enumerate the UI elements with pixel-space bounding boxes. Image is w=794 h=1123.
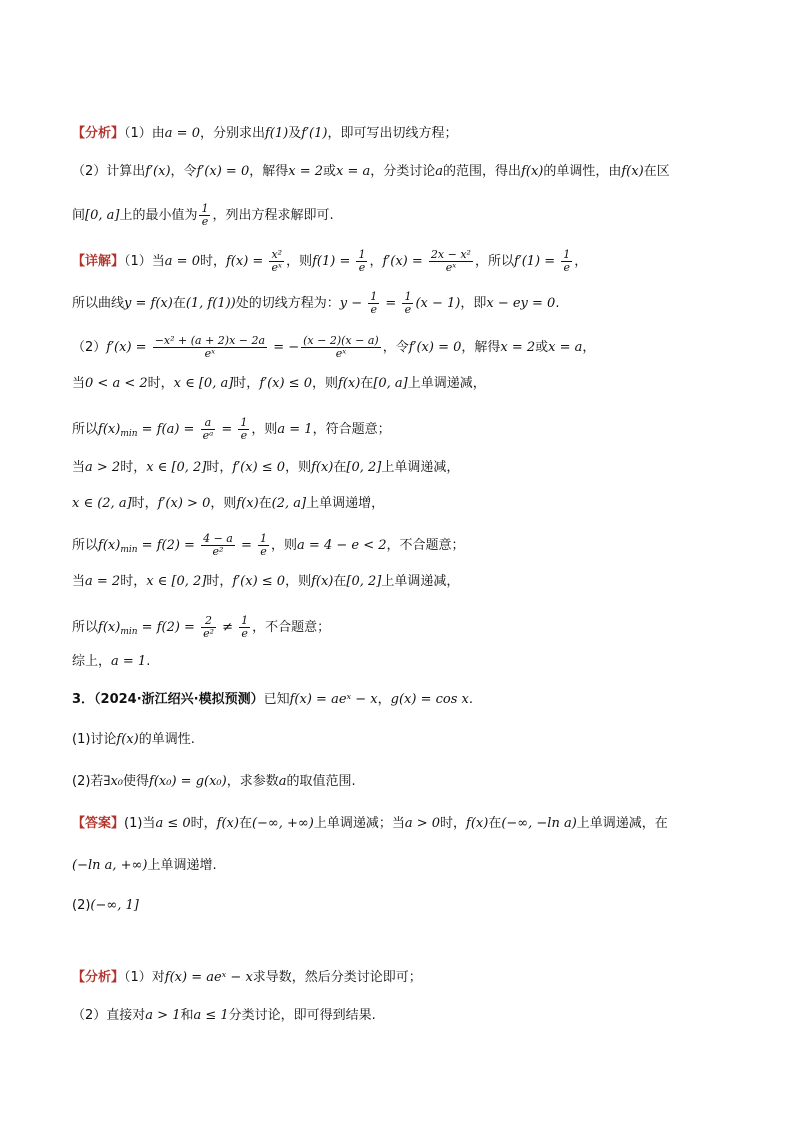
fraction-numerator: 2 xyxy=(201,615,216,628)
math-expression: f(x) xyxy=(98,538,121,553)
text-segment: 在 xyxy=(172,296,186,311)
math-expression: f(x) xyxy=(311,574,334,589)
math-expression: f′(x) ≤ 0 xyxy=(232,574,286,589)
text-line xyxy=(72,417,391,443)
text-segment: 综上， xyxy=(72,654,112,669)
text-line xyxy=(72,691,473,709)
fraction-denominator: eˣ xyxy=(204,347,216,360)
fraction xyxy=(238,417,249,442)
text-segment: (1)讨论 xyxy=(72,732,117,747)
text-segment: . xyxy=(146,654,151,669)
text-segment: 当 xyxy=(72,376,86,391)
math-expression: x ∈ [0, 2] xyxy=(146,574,207,589)
math-expression: a = 4 − e < 2 xyxy=(297,538,387,553)
text-segment: ，符合题意； xyxy=(312,422,391,437)
text-segment: 时， xyxy=(206,460,233,475)
fraction-numerator: 1 xyxy=(260,532,268,545)
math-expression: x ∈ (2, a] xyxy=(72,496,132,511)
text-segment: ，列出方程求解即可. xyxy=(212,208,334,223)
text-segment: 所以 xyxy=(72,620,99,635)
fraction-numerator: 1 xyxy=(201,202,209,215)
subscript: min xyxy=(120,429,138,439)
math-expression: g(x) = cos x xyxy=(390,692,469,707)
text-segment: ，则 xyxy=(251,422,278,437)
math-expression: a = 1 xyxy=(111,654,147,669)
fraction-denominator: eˣ xyxy=(335,347,347,360)
text-segment: (1)当 xyxy=(124,816,156,831)
text-segment: ，不合题意； xyxy=(386,538,465,553)
text-segment: ， xyxy=(369,254,383,269)
fraction-numerator: x² xyxy=(271,248,283,261)
fraction xyxy=(201,533,235,558)
subscript: min xyxy=(120,627,138,637)
math-expression: f(x) = xyxy=(226,254,268,269)
fraction xyxy=(429,249,473,274)
text-line xyxy=(72,249,587,274)
fraction-numerator: 1 xyxy=(563,248,571,261)
text-segment: 时， xyxy=(206,574,233,589)
math-expression: x = a xyxy=(548,340,583,355)
text-segment: 上单调递减；当 xyxy=(313,816,405,831)
text-segment: 在 xyxy=(333,574,347,589)
text-segment: . xyxy=(468,692,473,707)
fraction-numerator: 1 xyxy=(358,248,366,261)
text-line xyxy=(72,163,670,181)
text-line xyxy=(72,857,217,875)
math-expression: f(x) xyxy=(521,164,544,179)
text-segment: 时， xyxy=(440,816,467,831)
text-segment: 分类讨论，即可得到结果. xyxy=(228,1008,376,1023)
fraction xyxy=(402,291,413,316)
text-segment: （2）计算出 xyxy=(72,164,146,179)
math-expression: f(x) xyxy=(236,496,259,511)
text-line xyxy=(72,897,139,915)
math-expression: f′(1) = xyxy=(513,254,560,269)
text-segment: ，则 xyxy=(286,254,313,269)
fraction xyxy=(269,249,284,274)
fraction-numerator: 2x − x² xyxy=(430,248,471,261)
text-segment: 的取值范围. xyxy=(286,774,356,789)
text-segment: （1）当 xyxy=(124,254,165,269)
fraction-denominator: e xyxy=(563,261,571,274)
text-segment: 在 xyxy=(258,496,272,511)
fraction xyxy=(258,533,269,558)
fraction-numerator: 1 xyxy=(240,416,248,429)
text-segment: 在 xyxy=(488,816,502,831)
math-expression: f′(x) ≤ 0 xyxy=(259,376,312,391)
math-expression: x = 2 xyxy=(500,340,536,355)
math-expression: f′(x) = xyxy=(106,340,151,355)
text-line xyxy=(72,335,595,360)
fraction-denominator: eˣ xyxy=(271,261,282,274)
text-segment: 当 xyxy=(72,460,86,475)
text-segment: 或 xyxy=(535,340,549,355)
fraction xyxy=(239,615,250,640)
text-line xyxy=(72,653,150,671)
fraction-denominator: eˣ xyxy=(445,261,457,274)
math-expression: = f(2) = xyxy=(137,538,200,553)
text-segment: 时， xyxy=(233,376,260,391)
math-expression: (−∞, −ln a) xyxy=(501,816,577,831)
text-line xyxy=(72,969,422,987)
fraction-denominator: e xyxy=(358,261,366,274)
math-expression: (−∞, +∞) xyxy=(251,816,314,831)
question-number: 3．（2024·浙江绍兴·模拟预测） xyxy=(72,692,264,707)
math-expression: = − xyxy=(269,340,300,355)
text-segment: . xyxy=(555,296,560,311)
text-segment: (2) xyxy=(72,898,91,913)
text-segment: 和 xyxy=(180,1008,194,1023)
section-label: 【答案】 xyxy=(72,816,125,831)
text-line xyxy=(72,773,356,791)
math-expression: a > 1 xyxy=(145,1008,181,1023)
fraction-denominator: e xyxy=(260,545,267,558)
fraction-numerator: −x² + (a + 2)x − 2a xyxy=(154,334,266,347)
math-expression: ≠ xyxy=(218,620,238,635)
math-expression: [0, 2] xyxy=(346,460,382,475)
fraction-denominator: e xyxy=(404,303,412,316)
math-expression: = f(a) = xyxy=(137,422,199,437)
math-expression: f′(x) > 0 xyxy=(157,496,211,511)
text-segment: （1）由 xyxy=(124,126,165,141)
text-line xyxy=(72,375,486,393)
text-line xyxy=(72,459,459,477)
text-segment: 时， xyxy=(190,816,217,831)
fraction xyxy=(199,203,210,228)
text-line xyxy=(72,125,457,143)
fraction-numerator: 1 xyxy=(404,290,412,303)
fraction-numerator: (x − 2)(x − a) xyxy=(303,334,379,347)
math-expression: f(x) xyxy=(621,164,644,179)
text-segment: （1）对 xyxy=(124,970,165,985)
math-expression: a = 1 xyxy=(277,422,313,437)
text-line xyxy=(72,731,195,749)
text-segment: ，解得 xyxy=(461,340,501,355)
text-segment: 上单调递减， xyxy=(381,574,460,589)
math-expression: f′(1) xyxy=(301,126,328,141)
text-segment: ，则 xyxy=(285,460,312,475)
math-expression: (−ln a, +∞) xyxy=(72,858,148,873)
text-segment: 上单调递增， xyxy=(306,496,385,511)
math-expression: f(x) xyxy=(466,816,489,831)
text-segment: ，求参数 xyxy=(226,774,279,789)
text-segment: 所以 xyxy=(72,538,99,553)
text-segment: 所以曲线 xyxy=(72,296,125,311)
subscript: min xyxy=(120,545,138,555)
fraction-numerator: 4 − a xyxy=(203,532,233,545)
text-segment: 时， xyxy=(120,574,147,589)
text-segment: 已知 xyxy=(263,692,290,707)
fraction-denominator: e xyxy=(201,215,209,228)
fraction-denominator: eᵃ xyxy=(202,429,214,442)
math-expression: a ≤ 0 xyxy=(155,816,191,831)
math-expression: (x − 1) xyxy=(415,296,461,311)
math-expression: (2, a] xyxy=(271,496,307,511)
text-line xyxy=(72,291,559,316)
text-segment: ，则 xyxy=(285,574,312,589)
math-expression: f′(x) = 0 xyxy=(196,164,250,179)
math-expression: [0, 2] xyxy=(346,574,382,589)
text-segment: （2） xyxy=(72,340,107,355)
math-expression: [0, a] xyxy=(85,208,120,223)
math-expression: a > 0 xyxy=(404,816,441,831)
text-segment: ，不合题意； xyxy=(252,620,331,635)
text-line xyxy=(72,615,330,641)
section-label: 【详解】 xyxy=(72,254,125,269)
text-segment: 上单调递减，在 xyxy=(576,816,668,831)
math-expression: y − xyxy=(339,296,367,311)
math-expression: f(x) xyxy=(311,460,334,475)
math-expression: x ∈ [0, 2] xyxy=(146,460,207,475)
math-expression: a > 2 xyxy=(85,460,121,475)
text-segment: ，则 xyxy=(271,538,298,553)
fraction xyxy=(153,335,267,360)
fraction-denominator: e xyxy=(240,429,248,442)
text-line xyxy=(72,533,465,559)
text-segment: 及 xyxy=(288,126,302,141)
math-expression: y = f(x) xyxy=(124,296,173,311)
math-expression: f(x) xyxy=(98,620,121,635)
math-expression: f(x) xyxy=(116,732,139,747)
math-expression: (1, f(1)) xyxy=(185,296,236,311)
text-segment: ，分类讨论 xyxy=(370,164,436,179)
math-expression: f(x) xyxy=(98,422,121,437)
math-expression: = xyxy=(236,538,257,553)
text-segment: 上单调递减， xyxy=(381,460,460,475)
math-expression: = f(2) = xyxy=(137,620,200,635)
text-segment: 使得 xyxy=(123,774,150,789)
math-expression: a xyxy=(435,164,444,179)
math-expression: (−∞, 1] xyxy=(90,898,139,913)
fraction xyxy=(561,249,572,274)
fraction xyxy=(201,417,216,442)
text-segment: ，即 xyxy=(460,296,487,311)
fraction xyxy=(201,615,216,640)
math-expression: x = 2 xyxy=(288,164,323,179)
text-segment: 间 xyxy=(72,208,86,223)
fraction-numerator: 1 xyxy=(241,614,249,627)
math-expression: = xyxy=(381,296,401,311)
text-segment: ， xyxy=(377,692,391,707)
text-line xyxy=(72,573,459,591)
math-expression: f(1) xyxy=(265,126,289,141)
text-segment: 当 xyxy=(72,574,86,589)
text-segment: ， xyxy=(582,340,596,355)
text-segment: 上的最小值为 xyxy=(119,208,198,223)
text-segment: 时， xyxy=(199,254,226,269)
fraction-denominator: e² xyxy=(212,545,224,558)
fraction-denominator: e xyxy=(241,627,248,640)
math-expression: a = 2 xyxy=(85,574,121,589)
fraction-numerator: 1 xyxy=(370,290,378,303)
text-line xyxy=(72,495,384,513)
text-segment: ， xyxy=(574,254,588,269)
fraction xyxy=(356,249,367,274)
text-segment: 时， xyxy=(147,376,174,391)
math-expression: f′(x) = 0 xyxy=(408,340,462,355)
text-segment: 所以 xyxy=(72,422,99,437)
text-segment: 或 xyxy=(323,164,337,179)
text-line xyxy=(72,1007,376,1025)
math-expression: x − ey = 0 xyxy=(486,296,556,311)
math-expression: a = 0 xyxy=(164,254,200,269)
text-segment: 的单调性，由 xyxy=(543,164,622,179)
fraction-numerator: a xyxy=(201,417,216,430)
text-segment: 的范围，得出 xyxy=(443,164,522,179)
text-segment: 的单调性. xyxy=(138,732,195,747)
math-expression: f(1) = xyxy=(312,254,355,269)
math-expression: x ∈ [0, a] xyxy=(173,376,234,391)
math-expression: f′(x) = xyxy=(382,254,427,269)
text-segment: 在 xyxy=(360,376,374,391)
math-expression: 0 < a < 2 xyxy=(85,376,148,391)
math-expression: f(x) xyxy=(216,816,239,831)
text-segment: ，即可写出切线方程； xyxy=(327,126,458,141)
section-label: 【分析】 xyxy=(72,970,125,985)
math-expression: [0, a] xyxy=(373,376,408,391)
text-segment: 上单调递增. xyxy=(147,858,217,873)
math-expression: f(x) xyxy=(338,376,361,391)
text-segment: 在 xyxy=(238,816,252,831)
section-label: 【分析】 xyxy=(72,126,125,141)
text-segment: 时， xyxy=(120,460,147,475)
text-segment: 求导数，然后分类讨论即可； xyxy=(252,970,422,985)
text-segment: ，解得 xyxy=(249,164,289,179)
math-expression: ∃x₀ xyxy=(103,774,124,789)
math-expression: f(x) = aeˣ − x xyxy=(164,970,253,985)
text-line xyxy=(72,203,334,228)
math-expression: f′(x) xyxy=(145,164,171,179)
text-segment: （2）直接对 xyxy=(72,1008,146,1023)
math-expression: a = 0 xyxy=(164,126,200,141)
text-segment: ，分别求出 xyxy=(199,126,265,141)
math-expression: a ≤ 1 xyxy=(193,1008,229,1023)
math-expression: x = a xyxy=(336,164,371,179)
fraction xyxy=(368,291,379,316)
fraction xyxy=(301,335,381,360)
math-expression: f′(x) ≤ 0 xyxy=(232,460,286,475)
text-line xyxy=(72,815,668,833)
text-segment: ，令 xyxy=(170,164,197,179)
text-segment: (2)若 xyxy=(72,774,104,789)
text-segment: 在区 xyxy=(643,164,670,179)
math-expression: a xyxy=(278,774,287,789)
text-segment: ，则 xyxy=(210,496,237,511)
math-expression: f(x) = aeˣ − x xyxy=(289,692,378,707)
text-segment: 处的切线方程为： xyxy=(235,296,340,311)
text-segment: ，所以 xyxy=(474,254,514,269)
text-segment: ，令 xyxy=(382,340,409,355)
math-expression: f(x₀) = g(x₀) xyxy=(149,774,227,789)
fraction-denominator: e² xyxy=(203,627,214,640)
text-segment: 上单调递减， xyxy=(407,376,486,391)
text-segment: ，则 xyxy=(311,376,338,391)
text-segment: 时， xyxy=(131,496,158,511)
math-expression: = xyxy=(217,422,237,437)
fraction-denominator: e xyxy=(370,303,378,316)
text-segment: 在 xyxy=(333,460,347,475)
